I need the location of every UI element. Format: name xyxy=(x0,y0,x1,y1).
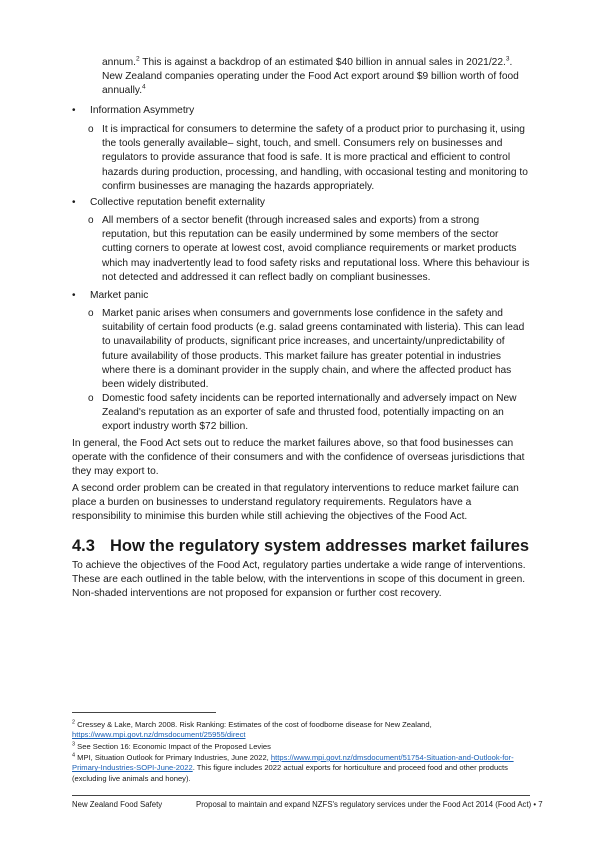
bullet-icon: • xyxy=(72,197,76,208)
footer-document-title: Proposal to maintain and expand NZFS's regulatory services under the Food Act 2014 (Food Act) • 7 xyxy=(196,800,543,809)
footnote-4 xyxy=(72,753,532,784)
continuation-paragraph xyxy=(102,56,532,99)
footnote-number: 3 xyxy=(72,741,76,748)
sub-bullet-text: Market panic arises when consumers and governments lose confidence in the safety and suitability of certain food products (e.g. salad greens contaminated with listeria). This can lead to unavailability of products, significant price increases, and uncertainty/unpredictability of future availability of those products. This market failure has greater potential in industries where there is a dominant provider in the supply chain, and where the affected product has been widely distributed. xyxy=(102,308,525,391)
bullet-label: Information Asymmetry xyxy=(90,105,195,116)
bullet-icon: • xyxy=(72,290,76,301)
footnote-text: MPI, Situation Outlook for Primary Industries, June 2022, xyxy=(75,753,271,762)
footnote-3 xyxy=(72,742,532,752)
hollow-circle-icon: o xyxy=(88,393,94,404)
footnote-ref-2[interactable]: 2 xyxy=(135,55,140,63)
footnote-number: 2 xyxy=(72,719,76,726)
sub-bullet-text: Domestic food safety incidents can be reported internationally and adversely impact on New Zealand's reputation as an exporter of safe and thrusted food, potentially impacting on an export industry worth $72 billion. xyxy=(102,393,517,433)
footnote-number: 4 xyxy=(72,752,76,759)
footnote-text: . This figure includes 2022 actual exports for horticulture and proceed food and other products (excluding live animals and honey). xyxy=(72,763,508,783)
footnote-text: Cressey & Lake, March 2008. Risk Ranking: Estimates of the cost of foodborne disease for New Zealand, xyxy=(75,720,432,729)
continuation-text-1: annum. xyxy=(102,57,136,68)
hollow-circle-icon: o xyxy=(88,308,94,319)
sub-bullet-text: It is impractical for consumers to determine the safety of a product prior to purchasing it, using the tools generally available– sight, touch, and smell. Consumers rely on businesses and regulators to provide assurance that food is safe. It is more practical and efficient to control hazards during production, processing, and handling, with occasional testing and monitoring to confirm businesses are managing the hazards appropriately. xyxy=(102,124,528,192)
footnote-link[interactable]: https://www.mpi.govt.nz/dmsdocument/51754-Situation-and-Outlook-for-Primary-Industries-SOPI-June-2022 xyxy=(72,753,514,773)
footnote-ref-4[interactable]: 4 xyxy=(142,84,146,92)
footnote-ref-3[interactable]: 3 xyxy=(505,55,510,63)
sub-bullet-text: All members of a sector benefit (through increased sales and exports) from a strong reputation, but this reputation can be easily undermined by some members of the sector cutting corners to operate at lowest cost, avoid compliance requirements or market products which may inadvertently lead to food safety risks and reputational loss. Where this behaviour is not detected and addressed it can reflect badly on compliant businesses. xyxy=(102,215,530,283)
footnote-text: See Section 16: Economic Impact of the Proposed Levies xyxy=(75,742,271,751)
footnote-divider xyxy=(72,712,216,713)
hollow-circle-icon: o xyxy=(88,124,94,135)
hollow-circle-icon: o xyxy=(88,215,94,226)
section-title: How the regulatory system addresses market failures xyxy=(110,537,530,555)
bullet-label: Market panic xyxy=(90,290,149,301)
bullet-icon: • xyxy=(72,105,76,116)
section-number: 4.3 xyxy=(72,537,95,555)
bullet-label: Collective reputation benefit externality xyxy=(90,197,265,208)
body-paragraph: In general, the Food Act sets out to reduce the market failures above, so that food businesses can operate with the confidence of their consumers and with the confidence of overseas jurisdictions that they may export to. xyxy=(72,438,525,478)
section-body-paragraph: To achieve the objectives of the Food Act, regulatory parties undertake a wide range of interventions. These are each outlined in the table below, with the interventions in scope of this document in green. Non-shaded interventions are not proposed for expansion or further cost recovery. xyxy=(72,560,526,600)
footnote-link[interactable]: https://www.mpi.govt.nz/dmsdocument/25955/direct xyxy=(72,730,246,740)
footnote-2 xyxy=(72,720,532,741)
section-heading xyxy=(72,537,529,556)
body-paragraph: A second order problem can be created in that regulatory interventions to reduce market failure can place a burden on businesses to understand regulatory requirements. Regulators have a responsibility to minimise this burden while still achieving the objectives of the Food Act. xyxy=(72,483,519,523)
footer-org-name: New Zealand Food Safety xyxy=(72,800,163,809)
continuation-text-2: This is against a backdrop of an estimated $40 billion in annual sales in 2021/22. xyxy=(139,57,506,68)
footer-divider xyxy=(72,795,530,796)
continuation-text-3: . New Zealand companies operating under the Food Act export around $9 billion worth of food annually. xyxy=(102,57,519,97)
